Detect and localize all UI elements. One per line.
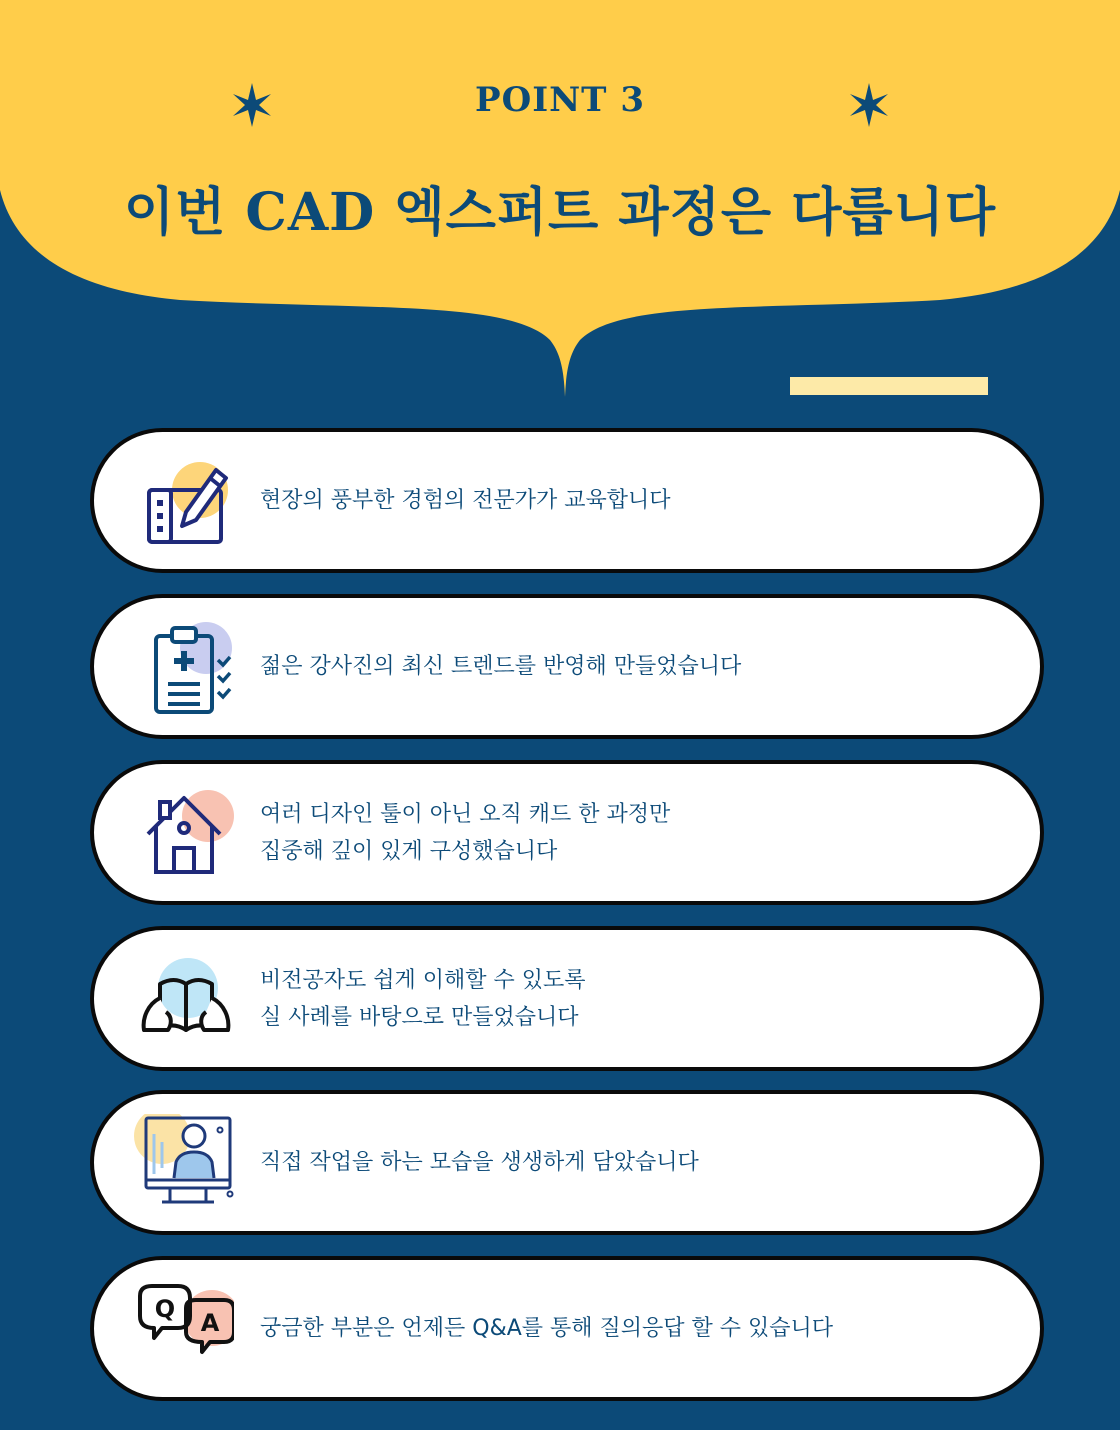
feature-text: [260, 930, 1000, 1067]
feature-line: 현장의 풍부한 경험의 전문가가 교육합니다: [260, 488, 671, 513]
worker-monitor-icon: [134, 1114, 234, 1206]
qa-bubbles-icon: [134, 1284, 234, 1376]
open-book-icon: [134, 954, 234, 1046]
svg-text:Q: Q: [154, 1295, 176, 1323]
feature-card: [90, 926, 1044, 1071]
feature-text: [260, 432, 1000, 569]
feature-line: 여러 디자인 툴이 아닌 오직 캐드 한 과정만: [260, 801, 671, 827]
feature-line: 실 사례를 바탕으로 만들었습니다: [260, 1004, 579, 1030]
feature-line: 직접 작업을 하는 모습을 생생하게 담았습니다: [260, 1150, 699, 1175]
feature-card: [90, 1256, 1044, 1401]
feature-card: [90, 594, 1044, 739]
feature-card: [90, 428, 1044, 573]
feature-text: [260, 764, 1000, 901]
page-title: 이번 CAD 엑스퍼트 과정은 다릅니다: [123, 182, 997, 243]
drawing-tablet-icon: [134, 456, 234, 548]
feature-card: [90, 1090, 1044, 1235]
feature-text: [260, 598, 1000, 735]
accent-bar: [790, 377, 988, 395]
feature-text: [260, 1260, 1000, 1397]
house-icon: [134, 788, 234, 880]
feature-text: [260, 1094, 1000, 1231]
feature-card: [90, 760, 1044, 905]
feature-line: 젊은 강사진의 최신 트렌드를 반영해 만들었습니다: [260, 654, 742, 679]
feature-line: 비전공자도 쉽게 이해할 수 있도록: [260, 967, 586, 993]
feature-line: 집중해 깊이 있게 구성했습니다: [260, 838, 558, 864]
svg-text:A: A: [200, 1309, 220, 1337]
clipboard-checklist-icon: [134, 622, 234, 714]
feature-line: 궁금한 부분은 언제든 Q&A를 통해 질의응답 할 수 있습니다: [260, 1316, 834, 1341]
point-label: POINT 3: [475, 80, 645, 120]
